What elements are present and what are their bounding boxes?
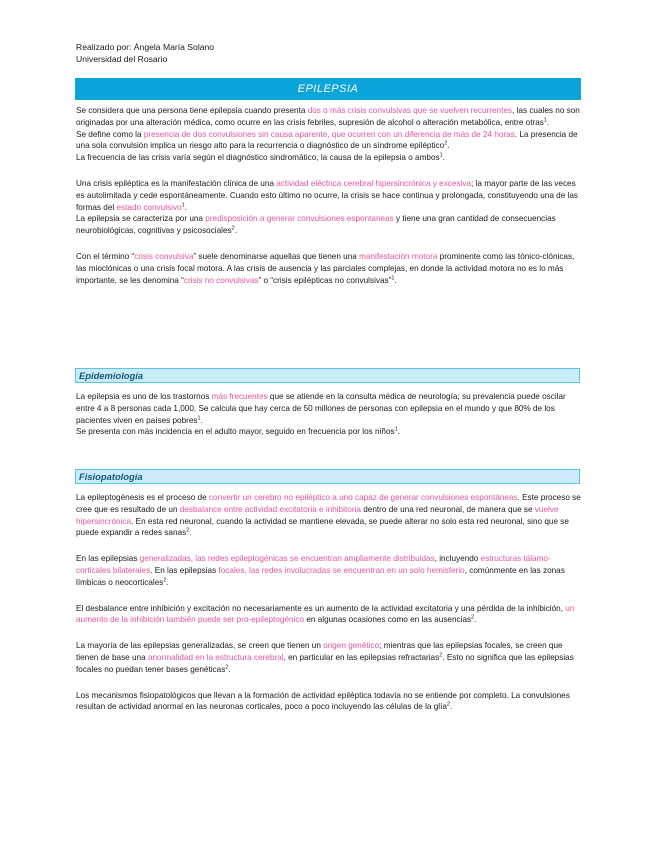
intro-paragraph-2: Se define como la presencia de dos convulsiones sin causa aparente, que ocurren con un diferencia de más de 24 horas. La presencia de una sola convulsión implica un riesgo alto para la recurrencia o diagnóstico de un síndrome epiléptico$^2$. bbox=[76, 129, 578, 151]
section-heading-epidemiologia: Epidemiología bbox=[75, 368, 580, 383]
institution-name: Universidad del Rosario bbox=[76, 54, 168, 64]
fisiopatologia-paragraph-3: El desbalance entre inhibición y excitación no necesariamente es un aumento de la actividad excitatoria y una pérdida de la inhibición, un aumento de la inhibición también puede ser pro-epileptogénico en algunas ocasiones como en las ausencias$^2$. bbox=[76, 603, 575, 625]
intro-section bbox=[76, 105, 581, 295]
citation: 1 bbox=[197, 414, 201, 421]
fisiopatologia-paragraph-4: La mayoría de las epilepsias generalizadas, se creen que tienen un origen genético; mientras que las epilepsias focales, se creen que tienen de base una anormalidad en la estructura cerebral, en particular en las epilepsias refractarias$^2$. Esto no significa que las epilepsias focales no puedan tener bases genéticas$^2$. bbox=[76, 641, 574, 674]
citation: 1 bbox=[543, 117, 547, 124]
highlight-text: manifestación motora bbox=[359, 251, 438, 261]
highlight-text: focales, las redes involucradas se encuentran en un solo hemisferio bbox=[218, 565, 465, 575]
highlight-text: un aumento de la inhibición también puede ser pro-epileptogénico bbox=[76, 603, 575, 625]
highlight-text: predisposición a generar convulsiones espontaneas bbox=[205, 214, 394, 224]
page-title: EPILEPSIA bbox=[75, 78, 581, 100]
highlight-text: vuelve hipersincrónica bbox=[76, 504, 559, 526]
highlight-text: dos o más crisis convulsivas que se vuelven recurrentes bbox=[307, 106, 513, 115]
intro-paragraph-6: Con el término “crisis convulsiva” suele denominarse aquellas que tienen una manifestación motora prominente como las tónico-clónicas, las mioclónicas o una crisis focal motora. A las crisis de ausencia y las parciales complejas, en donde la actividad motora no es lo más importante, se les denomina “crisis no convulsivas” o “crisis epilépticas no convulsivas”$^1$. bbox=[76, 251, 575, 285]
author-block bbox=[76, 41, 214, 65]
highlight-text: presencia de dos convulsiones sin causa aparente, que ocurren con un diferencia de más de 24 horas bbox=[143, 129, 515, 139]
fisiopatologia-paragraph-5: Los mecanismos fisiopatológicos que llevan a la formación de actividad epiléptica todavía no se entiende por completo. La convulsiones resultan de actividad anormal en las neuronas corticales, poco a poco incluyendo las células de la glía$^2$. bbox=[76, 690, 570, 712]
citation: 2 bbox=[471, 614, 475, 621]
highlight-text: más frecuentes bbox=[211, 392, 268, 401]
author-name: Realizado por: Ángela María Solano bbox=[76, 42, 215, 52]
intro-paragraph-1: Se considera que una persona tiene epilepsia cuando presenta dos o más crisis convulsivas que se vuelven recurrentes, las cuales no son originadas por una alteración médica, como ocurre en las crisis febriles, supresión de alcohol o alteración metabólica, entre otras$^1$. bbox=[76, 106, 580, 127]
highlight-text: estructuras tálamo-corticales bilaterales bbox=[76, 554, 551, 575]
fisiopatologia-paragraph-1: La epileptogénesis es el proceso de convertir un cerebro no epiléptico a uno capaz de generar convulsiones espontáneas. Este proceso se cree que es resultado de un desbalance entre actividad excitatoria e inhibitoria dentro de una red neuronal, de manera que se vuelve hipersincrónica. En esta red neuronal, cuando la actividad se mantiene elevada, se puede alterar no solo esta red neuronal, sino que se puede expandir a redes sanas$^2$. bbox=[76, 493, 581, 538]
highlight-text: origen genético bbox=[323, 641, 380, 651]
intro-paragraph-4: Una crisis epiléptica es la manifestación clínica de una actividad eléctrica cerebral hipersincrónica y excesiva; la mayor parte de las veces es autolimitada y cede espontáneamente. Cuando esto último no ocurre, la crisis se hace continua y prolongada, constituyendo una de las formas del estado convulsivo$^1$. bbox=[76, 178, 579, 212]
citation: 2 bbox=[186, 527, 190, 534]
highlight-text: generalizadas, las redes epileptogénicas se encuentran ampliamente distribuidas bbox=[139, 554, 435, 564]
citation: 1 bbox=[181, 201, 185, 208]
citation: 2 bbox=[163, 577, 167, 584]
citation: 2 bbox=[439, 652, 443, 659]
citation: 2 bbox=[444, 140, 448, 147]
highlight-text: estado convulsivo bbox=[116, 202, 182, 212]
highlight-text: desbalance entre actividad excitatoria e inhibitoria bbox=[179, 504, 361, 514]
intro-paragraph-5: La epilepsia se caracteriza por una predisposición a generar convulsiones espontaneas y tiene una gran cantidad de consecuencias neurobiológicas, cognitivas y psicosociales$^2$. bbox=[76, 214, 556, 236]
citation: 1 bbox=[394, 426, 398, 433]
epidemiologia-section bbox=[76, 391, 581, 447]
highlight-text: crisis convulsiva bbox=[134, 251, 194, 261]
fisiopatologia-paragraph-2: En las epilepsias generalizadas, las redes epileptogénicas se encuentran ampliamente distribuidas, incluyendo estructuras tálamo-corticales bilaterales. En las epilepsias focales, las redes involucradas se encuentran en un solo hemisferio, comúnmente en las zonas límbicas o neocorticales$^2$. bbox=[76, 554, 565, 587]
citation: 2 bbox=[225, 664, 229, 671]
citation: 2 bbox=[231, 225, 235, 232]
highlight-text: actividad eléctrica cerebral hipersincrónica y excesiva bbox=[276, 178, 472, 188]
citation: 1 bbox=[391, 274, 395, 281]
highlight-text: anormalidad en la estructura cerebral bbox=[147, 652, 284, 662]
epidemiologia-paragraph-1: La epilepsia es uno de los trastornos más frecuentes que se atiende en la consulta médica de neurología; su prevalencia puede oscilar entre 4 a 8 personas cada 1,000. Se calcula que hay cerca de 50 millones de personas con epilepsia en el mundo y que 80% de los pacientes viven en países pobres$^1$. bbox=[76, 392, 566, 425]
fisiopatologia-section bbox=[76, 492, 581, 722]
intro-paragraph-3: La frecuencia de las crisis varía según el diagnóstico sindromático, la causa de la epilepsia o ambos$^1$. bbox=[76, 152, 445, 163]
highlight-text: convertir un cerebro no epiléptico a uno capaz de generar convulsiones espontáneas bbox=[208, 493, 518, 502]
highlight-text: crisis no convulsivas bbox=[183, 275, 259, 285]
citation: 2 bbox=[446, 701, 450, 708]
epidemiologia-paragraph-2: Se presenta con más incidencia en el adulto mayor, seguido en frecuencia por los niños$^1$. bbox=[76, 426, 400, 437]
section-heading-fisiopatologia: Fisiopatología bbox=[75, 469, 580, 484]
citation: 1 bbox=[439, 152, 443, 159]
